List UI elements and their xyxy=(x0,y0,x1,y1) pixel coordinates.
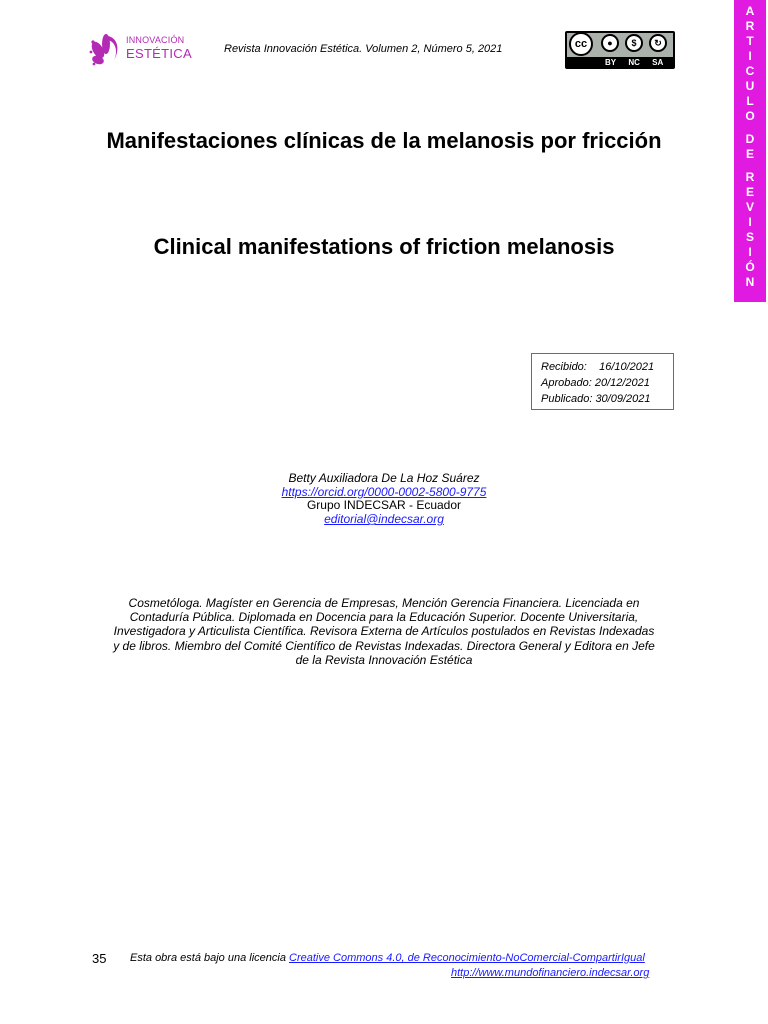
tab-letter: R xyxy=(745,170,755,184)
published-label: Publicado: xyxy=(541,393,593,405)
tab-letter: T xyxy=(746,34,754,48)
bio-line: Contaduría Pública. Diplomada en Docencia para la Educación Superior. Docente Universitaria, xyxy=(129,610,639,625)
journal-logo xyxy=(88,28,192,72)
approved-date: 20/12/2021 xyxy=(594,377,650,389)
bio-line: Cosmetóloga. Magíster en Gerencia de Empresas, Mención Gerencia Financiera. Licenciada en xyxy=(128,596,640,610)
tab-letter: E xyxy=(745,147,754,161)
bio-line: y de libros. Miembro del Comité Científico de Revistas Indexadas. Directora General y Editora en Jefe xyxy=(113,638,655,653)
license-notice xyxy=(130,952,645,964)
tab-letter: E xyxy=(745,185,754,199)
journal-citation: Revista Innovación Estética. Volumen 2, Número 5, 2021 xyxy=(224,43,503,55)
author-name: Betty Auxiliadora De La Hoz Suárez xyxy=(288,471,480,485)
journal-url-link[interactable]: http://www.mundofinanciero.indecsar.org xyxy=(451,967,650,979)
sharealike-icon: ↻ xyxy=(649,34,667,52)
tab-letter: A xyxy=(745,4,755,18)
cc-license-badge[interactable] xyxy=(565,31,675,69)
lotus-icon xyxy=(88,30,124,70)
author-email-link[interactable]: editorial@indecsar.org xyxy=(324,512,444,526)
tab-letter: V xyxy=(745,200,754,214)
tab-letter: I xyxy=(748,215,752,229)
tab-letter: U xyxy=(745,79,755,93)
author-affiliation: Grupo INDECSAR - Ecuador xyxy=(306,498,462,512)
logo-line2: ESTÉTICA xyxy=(126,46,192,61)
orcid-link[interactable]: https://orcid.org/0000-0002-5800-9775 xyxy=(281,485,487,499)
cc-icon: cc xyxy=(569,32,593,56)
published-date: 30/09/2021 xyxy=(595,393,651,405)
logo-line1: INNOVACIÓN xyxy=(126,35,185,45)
tab-letter: D xyxy=(745,132,755,146)
tab-letter: S xyxy=(745,230,754,244)
cc-label-by: BY xyxy=(605,58,617,67)
tab-letter: N xyxy=(745,275,755,289)
author-bio xyxy=(90,596,678,667)
cc-label-nc: NC xyxy=(628,58,640,67)
title-english: Clinical manifestations of friction melanosis xyxy=(153,234,615,259)
tab-letter: R xyxy=(745,19,755,33)
page-number: 35 xyxy=(92,951,107,966)
tab-letter: L xyxy=(746,94,754,108)
bio-line: Investigadora y Articulista Científica. Revisora Externa de Artículos postulados en Revistas Indexadas xyxy=(113,624,655,639)
dates-box xyxy=(531,353,674,410)
title-spanish: Manifestaciones clínicas de la melanosis por fricción xyxy=(106,128,662,153)
tab-letter: Ó xyxy=(745,260,755,274)
received-date: 16/10/2021 xyxy=(599,361,655,373)
tab-letter: C xyxy=(745,64,755,78)
article-type-tab xyxy=(734,0,766,302)
tab-letter: I xyxy=(748,49,752,63)
noncommercial-icon: $ xyxy=(625,34,643,52)
received-label: Recibido: xyxy=(541,361,587,373)
license-prefix: Esta obra está bajo una licencia xyxy=(130,952,289,964)
cc-label-sa: SA xyxy=(652,58,664,67)
attribution-icon: ● xyxy=(601,34,619,52)
tab-letter: O xyxy=(745,109,755,123)
tab-letter: I xyxy=(748,245,752,259)
bio-line: de la Revista Innovación Estética xyxy=(295,652,473,667)
approved-label: Aprobado: xyxy=(541,377,592,389)
license-link[interactable]: Creative Commons 4.0, de Reconocimiento-NoComercial-CompartirIgual xyxy=(289,952,645,964)
